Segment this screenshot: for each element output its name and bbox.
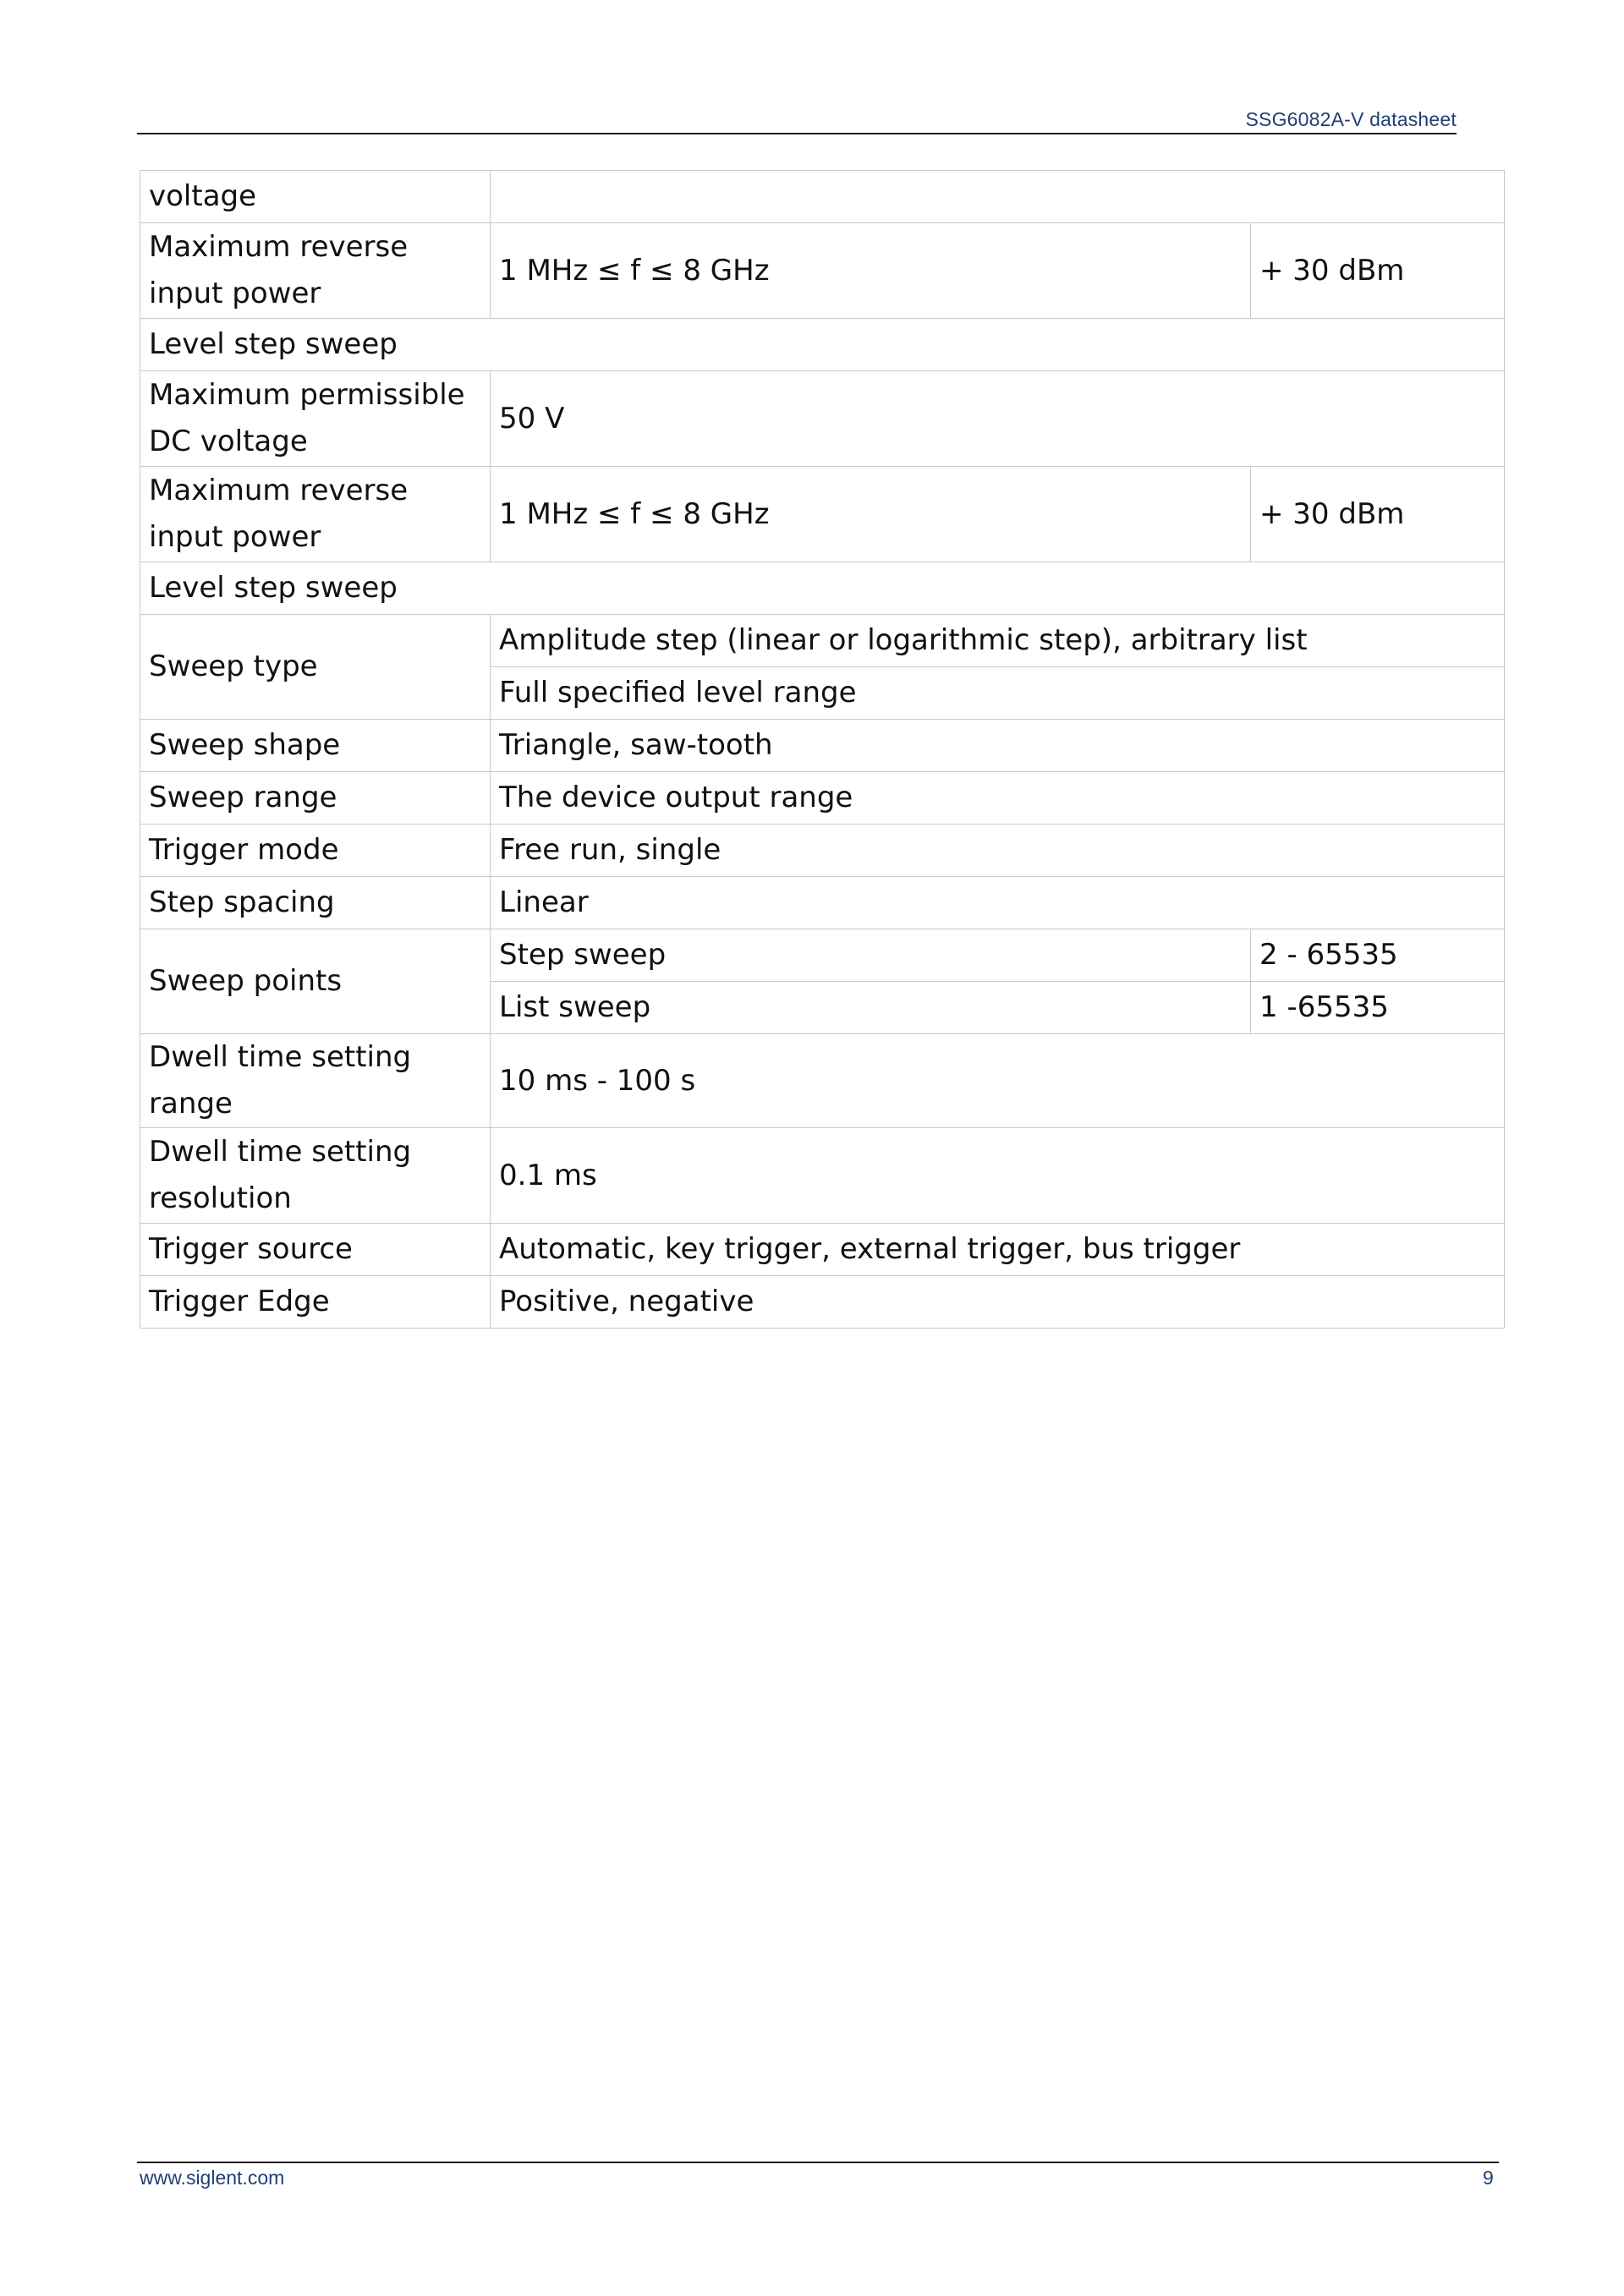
row-label: Trigger source [140, 1224, 491, 1276]
footer-divider [137, 2162, 1499, 2163]
row-value: 1 -65535 [1251, 982, 1505, 1034]
table-row [140, 171, 1505, 223]
row-value: 10 ms - 100 s [491, 1034, 1505, 1128]
row-label: Step spacing [140, 877, 491, 929]
row-value: Automatic, key trigger, external trigger, bus trigger [491, 1224, 1505, 1276]
row-value: Positive, negative [491, 1276, 1505, 1329]
row-value: Linear [491, 877, 1505, 929]
row-label: Sweep type [140, 615, 491, 720]
row-value: Triangle, saw-tooth [491, 720, 1505, 772]
table-row [140, 223, 1505, 319]
row-value: Full specified level range [491, 667, 1505, 720]
page-number: 9 [1483, 2167, 1494, 2189]
row-value: 50 V [491, 371, 1505, 467]
table-row [140, 877, 1505, 929]
row-label: Maximum reverse input power [140, 467, 491, 562]
table-row [140, 929, 1505, 982]
row-value: + 30 dBm [1251, 467, 1505, 562]
row-label: Maximum reverse input power [140, 223, 491, 319]
table-row [140, 1276, 1505, 1329]
document-header-title: SSG6082A-V datasheet [1245, 108, 1457, 130]
footer-website-link[interactable]: www.siglent.com [140, 2167, 285, 2189]
row-label: Sweep range [140, 772, 491, 825]
row-value: The device output range [491, 772, 1505, 825]
row-value: 0.1 ms [491, 1128, 1505, 1224]
table-row [140, 772, 1505, 825]
row-label: Trigger Edge [140, 1276, 491, 1329]
table-row [140, 615, 1505, 667]
row-label: Sweep points [140, 929, 491, 1034]
section-header: Level step sweep [140, 319, 1505, 371]
table-row [140, 1224, 1505, 1276]
row-label: Trigger mode [140, 825, 491, 877]
section-header-row [140, 562, 1505, 615]
row-value [491, 171, 1505, 223]
table-row [140, 467, 1505, 562]
row-condition: List sweep [491, 982, 1251, 1034]
table-row [140, 1034, 1505, 1128]
specification-table [140, 170, 1505, 1329]
table-row [140, 720, 1505, 772]
row-label: voltage [140, 171, 491, 223]
table-row [140, 1128, 1505, 1224]
table-row [140, 825, 1505, 877]
table-row [140, 371, 1505, 467]
row-label: Dwell time setting resolution [140, 1128, 491, 1224]
row-value: Free run, single [491, 825, 1505, 877]
row-value: 2 - 65535 [1251, 929, 1505, 982]
section-header: Level step sweep [140, 562, 1505, 615]
header-divider [137, 133, 1457, 134]
row-value: + 30 dBm [1251, 223, 1505, 319]
row-label: Maximum permissible DC voltage [140, 371, 491, 467]
section-header-row [140, 319, 1505, 371]
row-condition: 1 MHz ≤ f ≤ 8 GHz [491, 467, 1251, 562]
row-value: Amplitude step (linear or logarithmic step), arbitrary list [491, 615, 1505, 667]
row-condition: 1 MHz ≤ f ≤ 8 GHz [491, 223, 1251, 319]
row-condition: Step sweep [491, 929, 1251, 982]
row-label: Sweep shape [140, 720, 491, 772]
row-label: Dwell time setting range [140, 1034, 491, 1128]
